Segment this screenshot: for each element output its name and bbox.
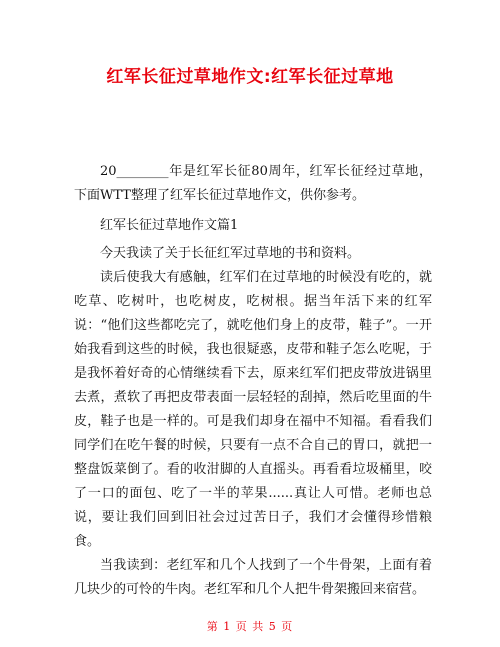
- intro-paragraph: 20________年是红军长征80周年，红军长征经过草地，下面WTT整理了红军长征过草地作文，供你参考。: [74, 164, 432, 203]
- document-title: 红军长征过草地作文:红军长征过草地: [106, 67, 394, 87]
- body-paragraph: 当我读到：老红军和几个人找到了一个牛骨架，上面有着几块少的可怜的牛肉。老红军和几个人把牛骨架搬回来宿营。: [74, 558, 432, 597]
- body-paragraph: 今天我读了关于长征红军过草地的书和资料。: [100, 246, 361, 261]
- document-body: [74, 160, 432, 602]
- body-paragraph: 读后使我大有感触，红军们在过草地的时候没有吃的，就吃草、吃树叶，也吃树皮，吃树根。据当年活下来的红军说：“他们这些都吃完了，就吃他们身上的皮带，鞋子”。一开始我看到这些的时候，我也很疑惑，皮带和鞋子怎么吃呢，于是我怀着好奇的心情继续看下去，原来红军们把皮带放进锅里去煮，煮软了再把皮带表面一层轻轻的刮掉，然后吃里面的牛皮，鞋子也是一样的。可是我们却身在福中不知福。看看我们同学们在吃午餐的时候，只要有一点不合自己的胃口，就把一整盘饭菜倒了。看的收泔脚的人直摇头。再看看垃圾桶里，咬了一口的面包、吃了一半的苹果......真让人可惜。老师也总说，要让我们回到旧社会过过苦日子，我们才会懂得珍惜粮食。: [74, 270, 432, 549]
- page-number-footer: 第 1 页 共 5 页: [206, 620, 294, 633]
- section-heading: 红军长征过草地作文篇1: [100, 218, 239, 233]
